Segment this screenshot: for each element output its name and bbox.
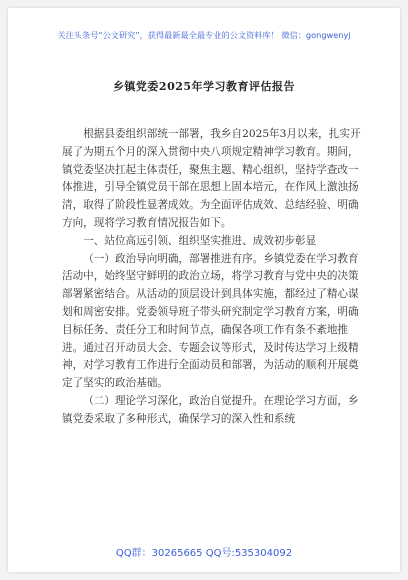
promo-header: 关注头条号“公文研究”，获得最新最全最专业的公文资料库！ 微信：gongwenyj — [57, 30, 351, 40]
document-page — [8, 8, 400, 572]
document-body — [62, 126, 362, 429]
document-title: 乡镇党委2025年学习教育评估报告 — [112, 80, 296, 93]
contact-footer: QQ群：30265665 QQ号:535304092 — [115, 548, 293, 559]
body-paragraph: （二）理论学习深化，政治自觉提升。在理论学习方面，乡镇党委采取了多种形式，确保学习的深入性和系统 — [62, 394, 359, 425]
body-paragraph: （一）政治导向明确，部署推进有序。乡镇党委在学习教育活动中，始终坚守鲜明的政治立场，将学习教育与党中央的决策部署紧密结合。从活动的顶层设计到具体实施，都经过了精心谋划和周密安排。党委领导班子带头研究制定学习教育方案，明确目标任务、责任分工和时间节点，确保各项工作有条不紊地推进。通过召开动员大会、专题会议等形式，及时传达学习上级精神，对学习教育工作进行全面动员和部署，为活动的顺利开展奠定了坚实的政治基础。 — [62, 252, 359, 390]
intro-paragraph: 根据县委组织部统一部署，我乡自2025年3月以来，扎实开展了为期五个月的深入贯彻中央八项规定精神学习教育。期间，镇党委坚决扛起主体责任，聚焦主题、精心组织，坚持学查改一体推进，引导全镇党员干部在思想上固本培元，在作风上激浊扬清，取得了阶段性显著成效。为全面评估成效、总结经验、明确方向，现将学习教育情况报告如下。 — [62, 128, 361, 229]
section-heading: 一、站位高远引领、组织坚实推进、成效初步彰显 — [83, 234, 317, 247]
